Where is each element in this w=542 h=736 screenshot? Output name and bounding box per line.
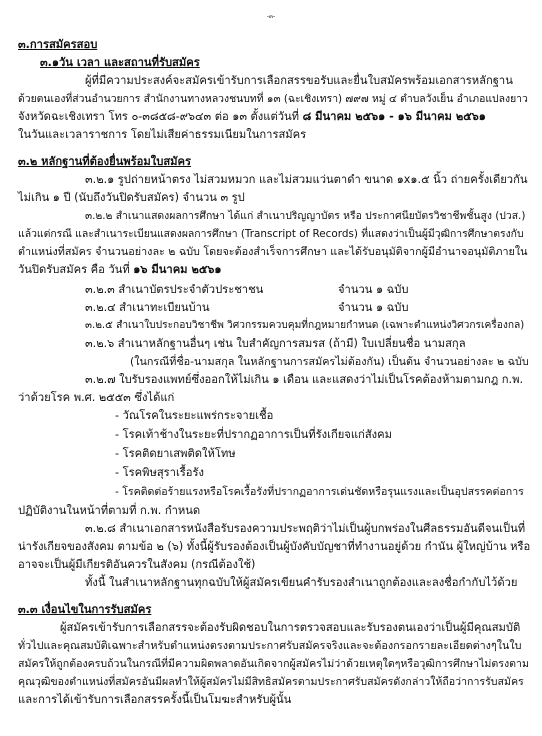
certification-note: ทั้งนี้ ในสำเนาหลักฐานทุกฉบับให้ผู้สมัครเขียนคำรับรองสำเนาถูกต้องและลงชื่อกำกับไว้ด้วย: [85, 576, 518, 589]
list-item: ๓.๒.๘ สำเนาเอกสารหนังสือรับรองความประพฤติว่าไม่เป็นผู้บกพร่องในศีลธรรมอันดีจนเป็นที่: [85, 522, 526, 535]
list-item: ตำแหน่งที่สมัคร จำนวนอย่างละ ๒ ฉบับ โดยจะต้องสำเร็จการศึกษา และได้รับอนุมัติจากผู้มีอำนาจอนุมัติภายใน: [18, 245, 528, 258]
paragraph-line: สมัครให้ถูกต้องครบถ้วนในกรณีที่มีความผิดพลาดอันเกิดจากผู้สมัครไม่ว่าด้วยเหตุใดๆหรือวุฒิการศึกษาไม่ตรงตาม: [18, 658, 529, 670]
paragraph-text: จังหวัดฉะเชิงเทรา โทร ๐-๓๘๕๘-๙๖๔๓ ต่อ ๑๓ ตั้งแต่วันที่: [18, 110, 300, 123]
paragraph-line: ผู้สมัครเข้ารับการเลือกสรรจะต้องรับผิดชอบในการตรวจสอบและรับรองตนเองว่าเป็นผู้มีคุณสมบัติ: [60, 621, 521, 634]
list-item: ๓.๒.๖ สำเนาหลักฐานอื่นๆ เช่น ใบสำคัญการสมรส (ถ้ามี) ใบเปลี่ยนชื่อ นามสกุล: [85, 337, 466, 350]
copy-count: จำนวน ๑ ฉบับ: [338, 301, 409, 314]
list-item: แล้วแต่กรณี และสำเนาระเบียนแสดงผลการศึกษา (Transcript of Records) ที่แสดงว่าเป็นผู้มีวุฒิการศึกษาตรงกับ: [18, 228, 524, 240]
disease-item: - โรคพิษสุราเรื้อรัง: [115, 466, 204, 479]
list-item: น่ารังเกียจของสังคม ตามข้อ ๒ (๖) ทั้งนี้ผู้รับรองต้องเป็นผู้บังคับบัญชาที่ทำงานอยู่ด้วย กำนัน ผู้ใหญ่บ้าน หรือ: [18, 540, 531, 553]
disease-item: - วัณโรคในระยะแพร่กระจายเชื้อ: [115, 409, 274, 422]
section-3-3-heading: ๓.๓ เงื่อนไขในการรับสมัคร: [18, 603, 152, 616]
list-item: ๓.๒.๗ ใบรับรองแพทย์ซึ่งออกให้ไม่เกิน ๑ เดือน และแสดงว่าไม่เป็นโรคต้องห้ามตามกฎ ก.พ.: [85, 373, 524, 386]
paragraph-line: ทั่วไปและคุณสมบัติเฉพาะสำหรับตำแหน่งตรงตามประกาศรับสมัครจริงและจะต้องกรอกรายละเอียดต่างๆในใบ: [18, 639, 522, 652]
list-item: ๓.๒.๓ สำเนาบัตรประจำตัวประชาชน: [85, 283, 264, 296]
copy-count: จำนวน ๑ ฉบับ: [338, 283, 409, 296]
list-item: อาจจะเป็นผู้มีเกียรติอันควรในสังคม (กรณีต้องใช้): [18, 558, 256, 571]
list-item: (ในกรณีที่ชื่อ-นามสกุล ในหลักฐานการสมัครไม่ต้องกัน) เป็นต้น จำนวนอย่างละ ๒ ฉบับ: [130, 355, 529, 368]
disease-item: - โรคติดต่อร้ายแรงหรือโรคเรื้อรังที่ปรากฏอาการเด่นชัดหรือรุนแรงและเป็นอุปสรรคต่อการ: [115, 486, 524, 498]
paragraph-line: [18, 110, 486, 124]
section-3-1-heading: ๓.๑วัน เวลา และสถานที่รับสมัคร: [40, 56, 200, 69]
section-3-title: ๓.การสมัครสอบ: [18, 38, 98, 51]
closing-date: ๑๖ มีนาคม ๒๕๖๑: [133, 263, 222, 276]
list-item: ๓.๒.๑ รูปถ่ายหน้าตรง ไม่สวมหมวก และไม่สวมแว่นตาดำ ขนาด ๑x๑.๕ นิ้ว ถ่ายครั้งเดียวกัน: [85, 173, 528, 186]
list-item: ๓.๒.๕ สำเนาใบประกอบวิชาชีพ วิศวกรรมควบคุมที่กฎหมายกำหนด (เฉพาะตำแหน่งวิศวกรเครื่องกล): [85, 320, 525, 331]
section-3-2-heading: ๓.๒ หลักฐานที่ต้องยื่นพร้อมใบสมัคร: [18, 155, 192, 168]
application-date-range: ๘ มีนาคม ๒๕๖๑ - ๑๖ มีนาคม ๒๕๖๑: [302, 110, 486, 123]
paragraph-text: วันปิดรับสมัคร คือ วันที่: [18, 263, 130, 276]
paragraph-line: คุณวุฒิของตำแหน่งที่สมัครอันมีผลทำให้ผู้สมัครไม่มีสิทธิสมัครตามประกาศรับสมัครดังกล่าวให้ถือว่าการรับสมัคร: [18, 676, 524, 688]
paragraph-line: ด้วยตนเองที่ส่วนอำนวยการ สำนักงานทางหลวงชนบทที่ ๑๓ (ฉะเชิงเทรา) ๗๙๗ หมู่ ๔ ตำบลวังเย็น อำเภอแปลงยาว: [18, 93, 528, 105]
disease-item: - โรคเท้าช้างในระยะที่ปรากฏอาการเป็นที่รังเกียจแก่สังคม: [115, 428, 392, 441]
list-item: ๓.๒.๔ สำเนาทะเบียนบ้าน: [85, 301, 210, 314]
paragraph-line: และการได้เข้ารับการเลือกสรรครั้งนี้เป็นโมฆะสำหรับผู้นั้น: [18, 693, 292, 706]
list-item: ว่าด้วยโรค พ.ศ. ๒๕๕๓ ซึ่งได้แก่: [18, 391, 175, 404]
paragraph-line: ผู้ที่มีความประสงค์จะสมัครเข้ารับการเลือกสรรขอรับและยื่นใบสมัครพร้อมเอกสารหลักฐาน: [85, 74, 513, 87]
page-number: -๓-: [266, 14, 276, 20]
list-item: ไม่เกิน ๑ ปี (นับถึงวันปิดรับสมัคร) จำนวน ๓ รูป: [18, 191, 245, 204]
list-item: [18, 263, 222, 277]
disease-item: - โรคติดยาเสพติดให้โทษ: [115, 447, 236, 460]
paragraph-line: ในวันและเวลาราชการ โดยไม่เสียค่าธรรมเนียมในการสมัคร: [18, 128, 307, 141]
list-item: ปฏิบัติงานในหน้าที่ตามที่ ก.พ. กำหนด: [18, 504, 201, 517]
list-item: ๓.๒.๒ สำเนาแสดงผลการศึกษา ได้แก่ สำเนาปริญญาบัตร หรือ ประกาศนียบัตรวิชาชีพชั้นสูง (ปวส.): [85, 210, 526, 222]
